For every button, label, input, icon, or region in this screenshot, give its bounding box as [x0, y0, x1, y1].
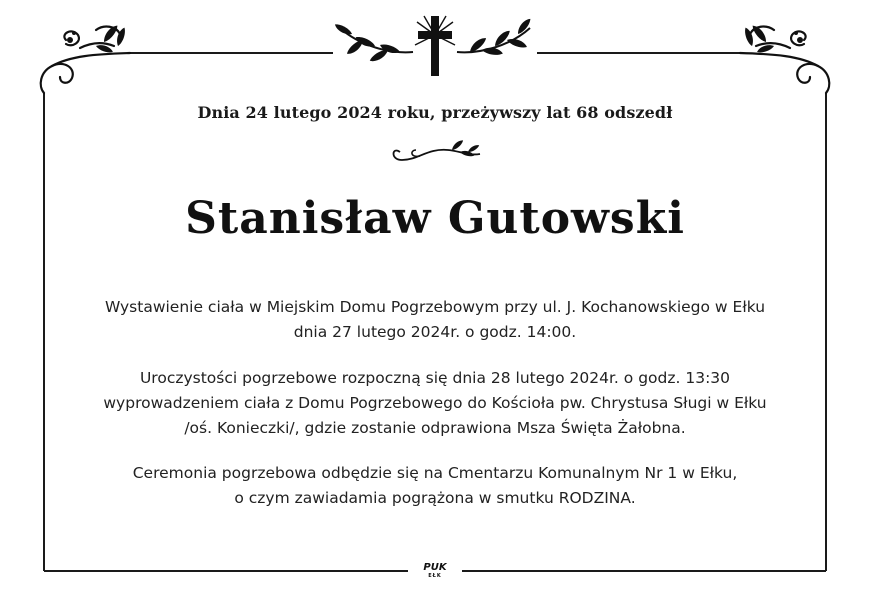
- cross-icon: [415, 16, 455, 76]
- vine-divider-icon: [394, 139, 481, 160]
- laurel-branch-icon: [457, 17, 533, 58]
- burial-line: o czym zawiadamia pogrążona w smutku RODZINA.: [234, 489, 636, 507]
- burial-paragraph: [0, 461, 870, 511]
- viewing-paragraph: [0, 295, 870, 345]
- logo-subtext: EŁK: [428, 573, 442, 579]
- ceremony-line: wyprowadzeniem ciała z Domu Pogrzebowego do Kościoła pw. Chrystusa Sługi w Ełku: [103, 394, 767, 412]
- ceremony-paragraph: [0, 366, 870, 441]
- corner-flourish-icon: [740, 27, 829, 93]
- ceremony-line: /oś. Konieczki/, gdzie zostanie odprawiona Msza Święta Żałobna.: [184, 419, 686, 437]
- deceased-name: Stanisław Gutowski: [185, 193, 685, 244]
- puk-logo: [413, 563, 457, 579]
- intro-line: Dnia 24 lutego 2024 roku, przeżywszy lat 68 odszedł: [197, 103, 673, 122]
- logo-text: PUK: [423, 562, 447, 573]
- viewing-line: dnia 27 lutego 2024r. o godz. 14:00.: [293, 323, 577, 341]
- burial-line: Ceremonia pogrzebowa odbędzie się na Cmentarzu Komunalnym Nr 1 w Ełku,: [132, 464, 738, 482]
- viewing-line: Wystawienie ciała w Miejskim Domu Pogrzebowym przy ul. J. Kochanowskiego w Ełku: [104, 298, 766, 316]
- corner-flourish-icon: [41, 27, 130, 93]
- laurel-branch-icon: [334, 21, 413, 63]
- ceremony-line: Uroczystości pogrzebowe rozpoczną się dnia 28 lutego 2024r. o godz. 13:30: [139, 369, 731, 387]
